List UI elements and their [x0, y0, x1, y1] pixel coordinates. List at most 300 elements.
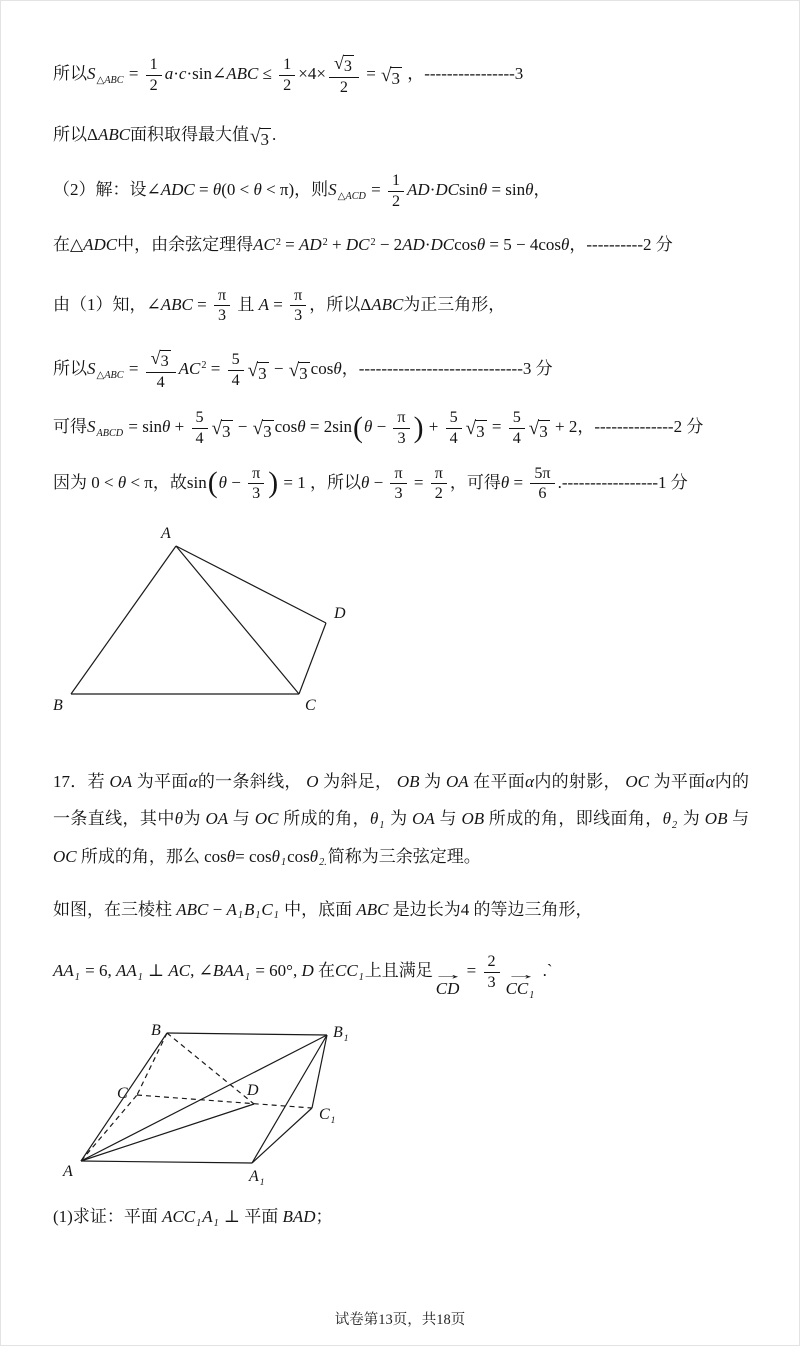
m-it: θ	[271, 846, 281, 866]
m-txt: π	[397, 409, 406, 427]
m-it: C	[117, 1085, 128, 1103]
m-sub: 1	[237, 910, 243, 922]
m-it: B	[151, 1022, 161, 1040]
m-txt: ·sin∠	[186, 64, 227, 84]
m-frac	[329, 53, 359, 97]
m-txt: 2	[283, 76, 292, 94]
m-txt: < π，故sin	[126, 472, 207, 492]
m-txt: 为平面	[132, 771, 189, 791]
m-frac	[146, 55, 162, 95]
m-txt: cos	[274, 417, 298, 437]
m-sbody	[538, 420, 550, 443]
m-sub: 1	[213, 1217, 219, 1229]
solution-line-3	[53, 171, 749, 211]
m-txt: 上且满足	[364, 961, 433, 981]
m-sqrt	[212, 419, 233, 443]
m-rad: √	[381, 65, 392, 87]
m-vec	[431, 967, 464, 999]
m-sub: 1	[74, 971, 80, 983]
figure-triangular-prism	[63, 1022, 411, 1188]
m-frac	[248, 464, 264, 504]
figure-edge-A-D	[81, 1104, 254, 1161]
m-txt: 在平面	[468, 771, 526, 791]
figure-edge-B-D	[167, 1033, 254, 1104]
m-it: α	[525, 771, 535, 791]
m-it: S	[87, 358, 96, 378]
vertex-label	[247, 1083, 259, 1099]
m-txt: 3	[487, 973, 496, 991]
m-frac	[390, 464, 406, 504]
m-it: θ	[117, 472, 127, 492]
m-frac	[393, 408, 409, 448]
m-den	[391, 484, 407, 503]
m-sub: 1	[529, 989, 535, 1001]
m-txt: 中，底面	[279, 899, 357, 919]
m-sup: 2	[322, 236, 328, 248]
m-sub: ABCD	[96, 427, 124, 439]
m-it: ADC	[160, 180, 195, 200]
m-sbody	[257, 362, 269, 385]
m-it: α	[705, 771, 715, 791]
m-frac	[192, 408, 208, 448]
m-it: θ	[361, 472, 370, 492]
m-txt: 3	[476, 422, 485, 442]
m-it: θ	[333, 358, 342, 378]
m-num	[214, 286, 230, 306]
m-den	[336, 78, 352, 97]
m-sbody	[343, 55, 354, 77]
m-txt: 3	[539, 422, 548, 442]
m-txt: .-----------------1 分	[557, 472, 688, 492]
m-txt: 3	[217, 307, 227, 325]
m-txt: 3	[260, 130, 269, 150]
m-txt: 3	[394, 485, 403, 503]
m-txt: −	[372, 417, 391, 437]
m-it: θ	[478, 180, 488, 200]
m-num	[484, 952, 500, 972]
m-bp: (	[353, 410, 363, 444]
m-it: OC	[53, 846, 77, 866]
m-num	[431, 464, 447, 484]
m-it: B	[243, 899, 255, 919]
m-rad: √	[247, 359, 259, 381]
m-it: O	[306, 771, 319, 791]
m-txt: cos	[310, 358, 334, 378]
m-it: ADC	[83, 235, 118, 255]
m-it: OB	[704, 809, 728, 829]
problem-17-part-1	[53, 1203, 749, 1232]
m-it: A	[258, 294, 269, 314]
m-txt: 2	[487, 953, 496, 971]
m-txt: =	[194, 180, 213, 200]
m-txt: sin	[459, 180, 479, 200]
m-txt: 5	[231, 351, 240, 369]
m-it: ABC	[371, 294, 404, 314]
m-txt: ，可得	[449, 472, 501, 492]
m-it: AC	[253, 235, 275, 255]
m-txt: −	[233, 417, 252, 437]
m-txt: 5π	[534, 464, 551, 482]
m-it: B	[53, 696, 63, 714]
m-sbody	[260, 128, 272, 151]
m-txt: 内的射影，	[534, 771, 626, 791]
m-txt: < π)，则	[261, 180, 329, 200]
m-txt: 2	[339, 79, 348, 96]
m-txt: = 60°,	[251, 961, 302, 981]
m-num	[290, 286, 306, 306]
m-txt: 在△	[53, 235, 84, 255]
m-it: A	[63, 1163, 73, 1181]
m-vec	[504, 967, 537, 1001]
m-txt: 3	[294, 307, 303, 325]
m-txt: 6	[538, 485, 547, 503]
m-vbody	[436, 980, 460, 998]
m-it: θ	[174, 809, 184, 829]
m-sbody	[298, 362, 310, 385]
m-txt: = 5 − 4cos	[485, 235, 562, 255]
m-txt: 为	[385, 809, 413, 829]
vertex-label	[334, 606, 346, 622]
m-txt: =	[192, 294, 211, 314]
m-it: C	[305, 696, 316, 714]
m-it: OC	[254, 809, 279, 829]
m-txt: =	[361, 64, 381, 84]
m-txt: π	[394, 464, 403, 482]
m-it: ABC	[97, 125, 131, 145]
m-it: OA	[445, 771, 469, 791]
figure-edge-B-B1	[167, 1033, 327, 1035]
m-it: D	[334, 604, 346, 622]
m-txt: 为斜足，	[318, 771, 397, 791]
m-num	[329, 53, 359, 78]
m-txt: −	[208, 899, 227, 919]
m-txt: 4	[512, 429, 521, 447]
m-frac	[509, 408, 525, 448]
m-txt: 4	[449, 429, 458, 447]
m-txt: = sin	[124, 417, 163, 437]
m-it: ABC	[160, 294, 193, 314]
m-txt: 1	[149, 56, 158, 74]
m-txt: =	[124, 64, 143, 84]
m-txt: 所成的角，	[278, 809, 371, 829]
m-it: θ	[370, 809, 379, 829]
m-den	[534, 484, 550, 503]
m-rad: √	[250, 126, 261, 148]
m-txt: 所以	[53, 64, 87, 84]
m-den	[192, 429, 208, 448]
m-txt: 2	[434, 485, 443, 503]
m-vbody	[506, 980, 536, 1001]
m-txt: 与	[727, 809, 750, 829]
m-txt: + 2，--------------2 分	[550, 417, 704, 437]
m-txt: （2）解：设∠	[53, 180, 161, 200]
m-txt: 4	[231, 371, 240, 389]
m-txt: 4	[195, 429, 204, 447]
m-sub: 1	[244, 971, 251, 983]
m-frac	[530, 464, 554, 504]
m-txt: 可得	[53, 417, 87, 437]
m-txt: −	[227, 472, 246, 492]
m-rad: √	[333, 53, 344, 73]
m-txt: 所以Δ	[53, 125, 98, 145]
m-it: S	[328, 180, 337, 200]
m-frac	[431, 464, 447, 504]
m-it: AC	[168, 961, 191, 981]
m-txt: ⊥	[143, 961, 169, 981]
m-sub: △ACD	[337, 190, 366, 202]
m-txt: = 2sin	[305, 417, 353, 437]
m-txt: ×4×	[298, 64, 326, 84]
m-den	[279, 76, 295, 95]
m-txt: =	[409, 472, 428, 492]
m-it: OB	[396, 771, 420, 791]
m-txt: , ∠	[190, 961, 213, 981]
m-it: B	[333, 1024, 343, 1042]
m-txt: =	[509, 472, 528, 492]
m-it: DC	[435, 180, 460, 200]
m-txt: 3	[397, 429, 406, 447]
solution-line-4	[53, 231, 749, 260]
m-it: A	[249, 1168, 259, 1186]
m-txt: 内的一条直线，其中	[53, 771, 750, 829]
m-it: A	[202, 1207, 213, 1227]
m-bp: (	[207, 466, 218, 500]
m-txt: 为	[419, 771, 446, 791]
m-sbody	[221, 420, 233, 443]
m-sub: 1	[330, 1114, 336, 1126]
m-txt: 5	[195, 409, 204, 427]
m-txt: ，	[533, 180, 551, 200]
m-txt: 1	[391, 172, 401, 190]
m-rad: √	[465, 418, 477, 440]
m-txt: 是边长为4 的等边三角形，	[388, 899, 593, 919]
m-num	[279, 55, 295, 75]
m-txt: −	[369, 472, 388, 492]
m-txt: 3	[263, 422, 272, 442]
m-sqrt	[466, 419, 487, 443]
m-txt: 所以	[53, 358, 87, 378]
m-sub: 1	[343, 1032, 349, 1044]
m-it: D	[301, 961, 314, 981]
m-it: θ	[218, 472, 227, 492]
m-it: θ	[226, 846, 236, 866]
m-txt: +	[170, 417, 189, 437]
m-sbody	[390, 67, 402, 90]
solution-line-6	[53, 348, 749, 392]
m-txt: ·	[429, 180, 436, 200]
m-sub: 1	[281, 857, 287, 869]
m-txt: ·	[173, 64, 179, 84]
m-txt: cos	[287, 846, 310, 866]
m-sup: 2	[275, 236, 281, 248]
m-it: AD	[299, 235, 322, 255]
m-txt: .	[272, 125, 277, 145]
m-txt: 且	[233, 294, 259, 314]
m-den	[431, 484, 447, 503]
m-it: a	[164, 64, 174, 84]
m-rad: √	[150, 347, 161, 368]
m-txt: (1)求证：平面	[53, 1207, 163, 1227]
figure-edge-A-C	[176, 546, 299, 694]
m-it: A	[226, 899, 237, 919]
m-txt: 为	[183, 809, 206, 829]
m-den	[484, 973, 500, 992]
m-it: OA	[109, 771, 133, 791]
m-txt: .`	[538, 961, 553, 981]
problem-17-statement	[53, 763, 749, 875]
m-sqrt	[289, 361, 310, 385]
m-txt: 与	[434, 809, 462, 829]
m-den	[214, 306, 230, 325]
m-txt: = 6,	[80, 961, 116, 981]
m-sqrt	[381, 66, 402, 90]
m-it: α	[188, 771, 198, 791]
m-it: AA	[115, 961, 137, 981]
m-txt: +	[424, 417, 443, 437]
vertex-label	[319, 1107, 336, 1125]
m-it: OA	[205, 809, 229, 829]
m-txt: 2	[149, 76, 158, 94]
m-it: ABC	[356, 899, 389, 919]
m-txt: 2	[391, 192, 401, 210]
m-txt: 由（1）知，∠	[53, 294, 161, 314]
m-txt: ，所以Δ	[309, 294, 372, 314]
m-txt: =	[462, 961, 481, 981]
m-num	[248, 464, 264, 484]
figure-edge-B-C	[137, 1033, 167, 1095]
m-sub: 1	[379, 819, 385, 831]
m-rad: √	[211, 418, 223, 440]
vertex-label	[151, 1023, 161, 1039]
m-den	[146, 76, 162, 95]
m-num	[228, 350, 244, 370]
m-sub: △ABC	[96, 369, 124, 381]
m-it: AA	[53, 961, 74, 981]
m-den	[509, 429, 525, 448]
m-it: θ	[500, 472, 510, 492]
m-txt: ·	[424, 235, 431, 255]
m-it: OB	[461, 809, 485, 829]
m-txt: −	[269, 358, 288, 378]
vertex-label	[63, 1164, 73, 1180]
m-txt: 所成的角，那么 cos	[76, 846, 227, 866]
m-den	[228, 371, 244, 390]
m-txt: 为	[678, 809, 705, 829]
page-footer: 试卷第13页，共18页	[334, 1312, 466, 1328]
m-den	[393, 429, 409, 448]
m-sub: 1	[273, 910, 279, 922]
m-txt: − 2	[375, 235, 403, 255]
m-it: AD	[402, 235, 425, 255]
m-num	[530, 464, 554, 484]
m-txt: 3	[258, 363, 267, 383]
m-sqrt	[250, 127, 271, 151]
m-num	[146, 55, 162, 75]
figure-quadrilateral-abdc	[53, 526, 393, 721]
m-frac	[146, 348, 176, 392]
m-bp: )	[268, 466, 279, 500]
m-txt: =	[280, 235, 299, 255]
m-txt: ≤	[258, 64, 277, 84]
m-txt: 与	[228, 809, 255, 829]
m-sub: 1	[259, 1176, 265, 1188]
m-txt: cos	[454, 235, 477, 255]
solution-line-2	[53, 121, 749, 151]
m-it: θ	[662, 809, 672, 829]
m-sub: 1	[358, 971, 364, 983]
m-txt: 3	[222, 422, 231, 442]
m-txt: π	[294, 287, 303, 305]
m-it: CD	[435, 979, 460, 999]
figure-edge-A-A1	[81, 1161, 252, 1163]
m-sbody	[262, 420, 274, 443]
m-it: c	[178, 64, 187, 84]
m-txt: 17．若	[53, 771, 110, 791]
m-frac	[388, 171, 404, 211]
m-it: S	[87, 64, 96, 84]
m-it: θ	[162, 417, 171, 437]
m-it: AC	[178, 358, 201, 378]
vertex-label	[53, 698, 63, 714]
m-sup: 2	[370, 236, 376, 248]
m-num	[446, 408, 462, 428]
m-txt: ，-----------------------------3 分	[341, 358, 553, 378]
m-it: θ	[525, 180, 534, 200]
vertex-label	[305, 698, 316, 714]
m-it: C	[319, 1106, 330, 1124]
m-txt: (0 <	[221, 180, 254, 200]
m-it: ACC	[162, 1207, 196, 1227]
m-sqrt	[529, 419, 550, 443]
m-txt: =	[269, 294, 288, 314]
m-it: CC	[335, 961, 358, 981]
m-it: θ	[212, 180, 222, 200]
m-txt: 的一条斜线，	[197, 771, 307, 791]
m-num	[509, 408, 525, 428]
m-txt: ；	[315, 1207, 333, 1227]
m-txt: =	[124, 358, 143, 378]
m-txt: 面积取得最大值	[130, 125, 250, 145]
m-txt: +	[327, 235, 346, 255]
m-den	[248, 484, 264, 503]
m-it: OA	[412, 809, 435, 829]
m-frac	[214, 286, 230, 326]
m-txt: = sin	[487, 180, 526, 200]
m-txt: 中，由余弦定理得	[117, 235, 254, 255]
m-it: θ	[297, 417, 306, 437]
figure-edge-D-C	[299, 623, 326, 694]
vertex-label	[161, 526, 171, 542]
vertex-label	[249, 1169, 266, 1187]
m-arrow: →	[504, 967, 537, 983]
m-txt: 因为 0 <	[53, 472, 118, 492]
m-txt: ，----------2 分	[569, 235, 673, 255]
m-txt: 1	[283, 56, 292, 74]
m-it: θ	[561, 235, 570, 255]
m-it: ABC	[226, 64, 259, 84]
m-num	[393, 408, 409, 428]
m-sbody	[160, 350, 171, 372]
m-frac	[228, 350, 244, 390]
m-txt: π	[217, 287, 227, 305]
solution-line-8	[53, 464, 749, 504]
solution-line-7	[53, 408, 749, 448]
m-sqrt	[334, 54, 354, 77]
m-txt: =	[366, 180, 385, 200]
m-rad: √	[288, 359, 300, 381]
m-txt: 如图，在三棱柱	[53, 899, 177, 919]
m-sub: △ABC	[96, 74, 124, 86]
